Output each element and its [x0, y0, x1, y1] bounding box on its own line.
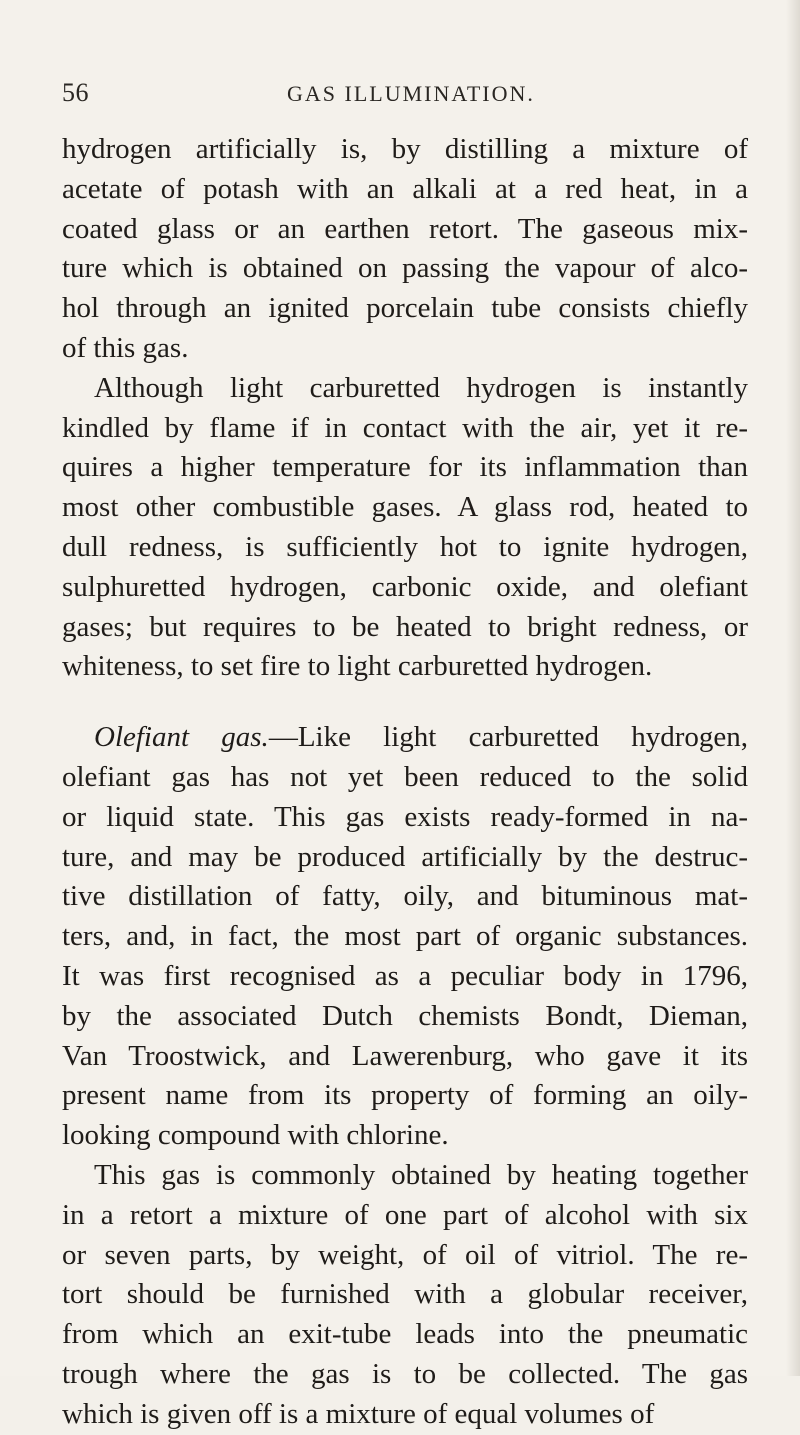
- text-line: This gas is commonly obtained by heating together: [94, 1158, 748, 1191]
- text-line: kindled by flame if in contact with the air, yet it re-: [62, 411, 748, 444]
- text-line: ture, and may be produced artificially by the destruc-: [62, 840, 748, 873]
- text-line: tort should be furnished with a globular receiver,: [62, 1278, 748, 1311]
- paragraph-4: [62, 1156, 748, 1435]
- text-line: coated glass or an earthen retort. The gaseous mix-: [62, 212, 748, 245]
- page-edge-shadow: [786, 0, 800, 1376]
- text-line: acetate of potash with an alkali at a red heat, in a: [62, 172, 748, 205]
- text-line-rest: —Like light carburetted hydrogen,: [268, 721, 748, 754]
- text-line: tive distillation of fatty, oily, and bituminous mat-: [62, 880, 748, 913]
- text-line: ture which is obtained on passing the vapour of alco-: [62, 252, 748, 285]
- text-line: hol through an ignited porcelain tube consists chiefly: [62, 292, 748, 325]
- text-line: in a retort a mixture of one part of alcohol with six: [62, 1198, 748, 1231]
- section-heading: Olefiant gas.: [94, 721, 269, 754]
- paragraph-2: [62, 369, 748, 687]
- text-line: from which an exit-tube leads into the pneumatic: [62, 1318, 748, 1351]
- text-line: [62, 718, 748, 758]
- text-line: hydrogen artificially is, by distilling a mixture of: [62, 133, 748, 165]
- text-line: present name from its property of forming an oily-: [62, 1079, 748, 1112]
- text-line: sulphuretted hydrogen, carbonic oxide, and olefiant: [62, 570, 748, 603]
- text-line: which is given off is a mixture of equal volumes of: [62, 1397, 655, 1430]
- text-line: of this gas.: [62, 331, 189, 364]
- text-line: Although light carburetted hydrogen is instantly: [94, 371, 748, 404]
- text-line: by the associated Dutch chemists Bondt, Dieman,: [62, 999, 748, 1032]
- page-header: [62, 78, 748, 114]
- text-line: gases; but requires to be heated to bright redness, or: [62, 610, 748, 643]
- text-line: It was first recognised as a peculiar body in 1796,: [62, 959, 748, 992]
- paragraph-1: [62, 130, 748, 369]
- text-line: or liquid state. This gas exists ready-formed in na-: [62, 800, 748, 833]
- text-line: quires a higher temperature for its inflammation than: [62, 451, 748, 484]
- body-text: [62, 130, 748, 1435]
- text-line: dull redness, is sufficiently hot to ignite hydrogen,: [62, 530, 748, 563]
- text-line: looking compound with chlorine.: [62, 1119, 449, 1152]
- text-line: most other combustible gases. A glass rod, heated to: [62, 491, 748, 524]
- text-line: or seven parts, by weight, of oil of vitriol. The re-: [62, 1238, 748, 1271]
- text-line: olefiant gas has not yet been reduced to the solid: [62, 760, 748, 793]
- text-line: ters, and, in fact, the most part of organic substances.: [62, 920, 748, 953]
- running-head: GAS ILLUMINATION.: [287, 81, 535, 106]
- text-line: Van Troostwick, and Lawerenburg, who gave it its: [62, 1039, 748, 1072]
- page-number: 56: [62, 78, 89, 107]
- paragraph-3: [62, 718, 748, 1156]
- text-line: trough where the gas is to be collected. The gas: [62, 1357, 748, 1390]
- text-line: whiteness, to set fire to light carburetted hydrogen.: [62, 650, 653, 683]
